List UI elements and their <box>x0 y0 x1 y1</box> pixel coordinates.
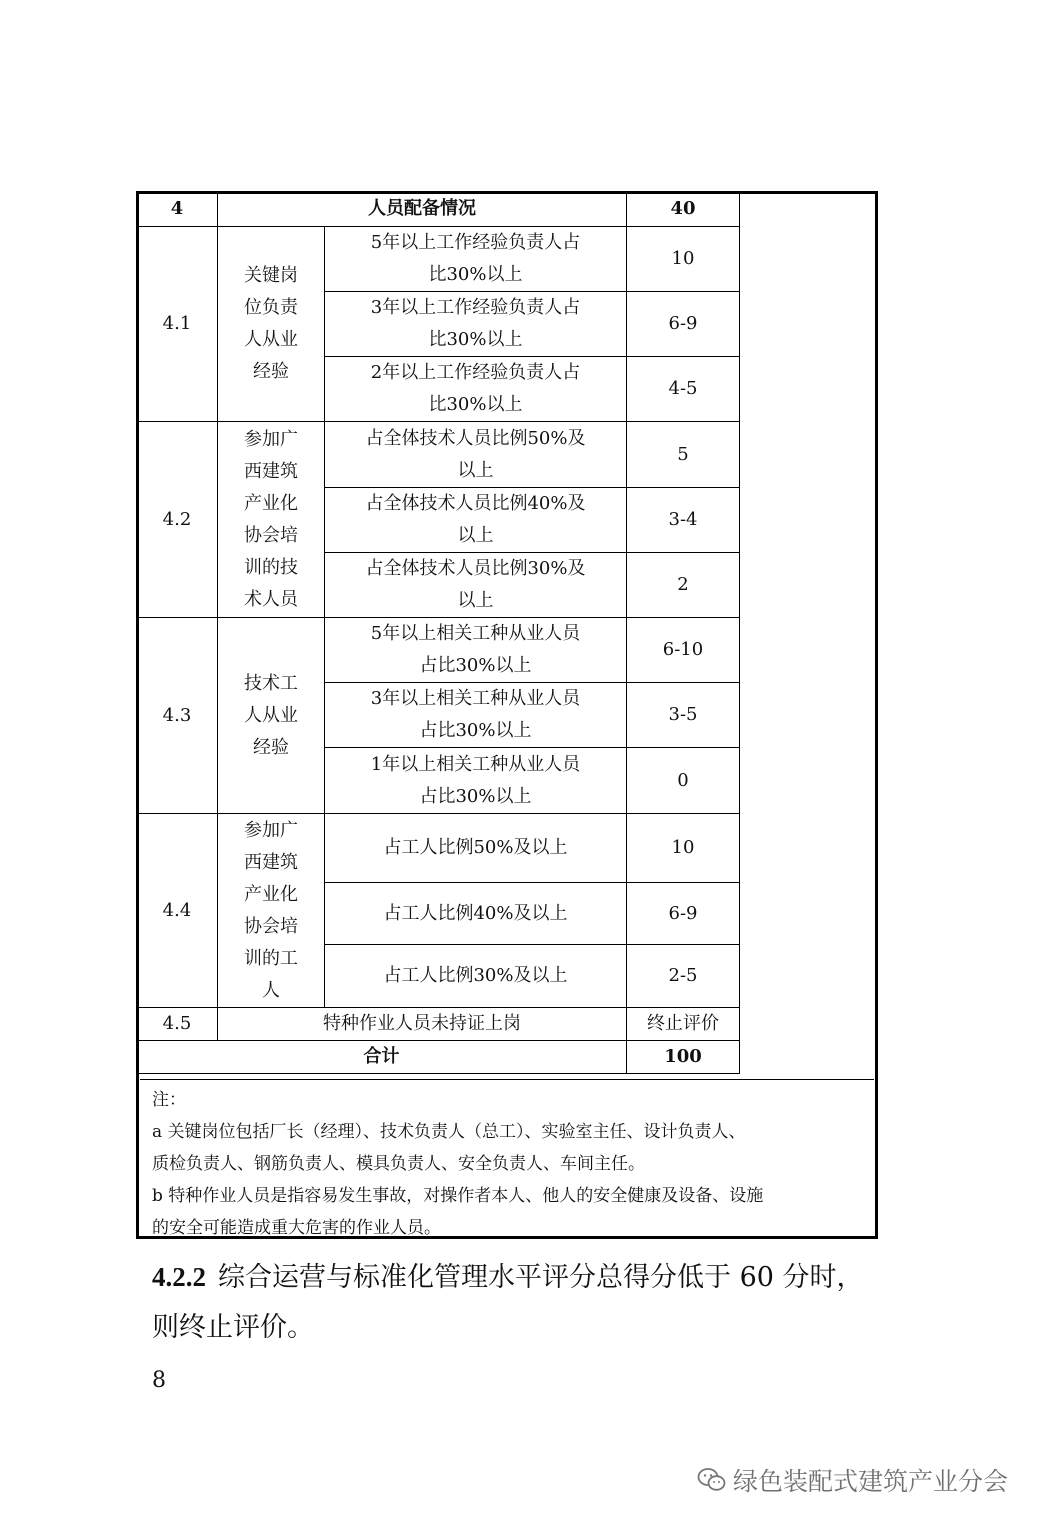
item-text: 3年以上工作经验负责人占 比30%以上 <box>325 292 627 357</box>
item-score: 10 <box>627 227 740 292</box>
item-text: 1年以上相关工种从业人员 占比30%以上 <box>325 748 627 814</box>
note-a-line1: a 关键岗位包括厂长（经理）、技术负责人（总工）、实验室主任、设计负责人、 <box>152 1122 746 1142</box>
item-text: 2年以上工作经验负责人占 比30%以上 <box>325 357 627 422</box>
item-text: 占全体技术人员比例40%及 以上 <box>325 488 627 553</box>
table-row <box>137 192 740 227</box>
group-category: 参加广 西建筑 产业化 协会培 训的技 术人员 <box>218 422 325 618</box>
section-score: 40 <box>627 192 740 227</box>
table-row <box>137 1041 740 1074</box>
table-row <box>137 1008 740 1041</box>
scoring-table <box>136 191 740 1074</box>
item-text: 特种作业人员未持证上岗 <box>218 1008 627 1041</box>
item-score: 2-5 <box>627 945 740 1008</box>
clause-text-line1: 综合运营与标准化管理水平评分总得分低于 60 分时， <box>218 1262 864 1293</box>
group-category: 参加广 西建筑 产业化 协会培 训的工 人 <box>218 814 325 1008</box>
item-text: 占工人比例50%及以上 <box>325 814 627 883</box>
watermark-text: 绿色装配式建筑产业分会 <box>733 1467 1009 1496</box>
item-text: 占全体技术人员比例30%及 以上 <box>325 553 627 618</box>
note-a-line2: 质检负责人、钢筋负责人、模具负责人、安全负责人、车间主任。 <box>152 1154 645 1174</box>
item-text: 占全体技术人员比例50%及 以上 <box>325 422 627 488</box>
item-score: 3-4 <box>627 488 740 553</box>
table-row <box>137 422 740 488</box>
group-code: 4.4 <box>137 814 218 1008</box>
section-code: 4 <box>137 192 218 227</box>
item-score: 4-5 <box>627 357 740 422</box>
group-category: 关键岗 位负责 人从业 经验 <box>218 227 325 422</box>
item-score: 6-9 <box>627 883 740 945</box>
item-score: 10 <box>627 814 740 883</box>
watermark <box>697 1462 1008 1498</box>
item-text: 5年以上工作经验负责人占 比30%以上 <box>325 227 627 292</box>
notes-heading: 注： <box>152 1090 186 1110</box>
item-score: 0 <box>627 748 740 814</box>
note-b-line2: 的安全可能造成重大危害的作业人员。 <box>152 1218 441 1238</box>
item-score: 5 <box>627 422 740 488</box>
total-score: 100 <box>627 1041 740 1074</box>
item-score: 6-10 <box>627 618 740 683</box>
table-row <box>137 227 740 292</box>
item-text: 3年以上相关工种从业人员 占比30%以上 <box>325 683 627 748</box>
item-score: 2 <box>627 553 740 618</box>
table-row <box>137 814 740 883</box>
group-category: 技术工 人从业 经验 <box>218 618 325 814</box>
clause-text-line2: 则终止评价。 <box>152 1312 314 1343</box>
group-code: 4.5 <box>137 1008 218 1041</box>
item-text: 占工人比例30%及以上 <box>325 945 627 1008</box>
note-b-line1: b 特种作业人员是指容易发生事故，对操作者本人、他人的安全健康及设备、设施 <box>152 1186 764 1206</box>
item-score: 3-5 <box>627 683 740 748</box>
clause-number: 4.2.2 <box>152 1262 206 1292</box>
table-notes <box>140 1079 874 1238</box>
group-code: 4.2 <box>137 422 218 618</box>
table-row <box>137 618 740 683</box>
clause-paragraph <box>152 1252 892 1353</box>
group-code: 4.3 <box>137 618 218 814</box>
item-text: 占工人比例40%及以上 <box>325 883 627 945</box>
section-title: 人员配备情况 <box>218 192 627 227</box>
group-code: 4.1 <box>137 227 218 422</box>
wechat-icon <box>697 1467 727 1493</box>
item-score: 终止评价 <box>627 1008 740 1041</box>
item-text: 5年以上相关工种从业人员 占比30%以上 <box>325 618 627 683</box>
page-number: 8 <box>152 1368 166 1393</box>
total-label: 合计 <box>137 1041 627 1074</box>
item-score: 6-9 <box>627 292 740 357</box>
